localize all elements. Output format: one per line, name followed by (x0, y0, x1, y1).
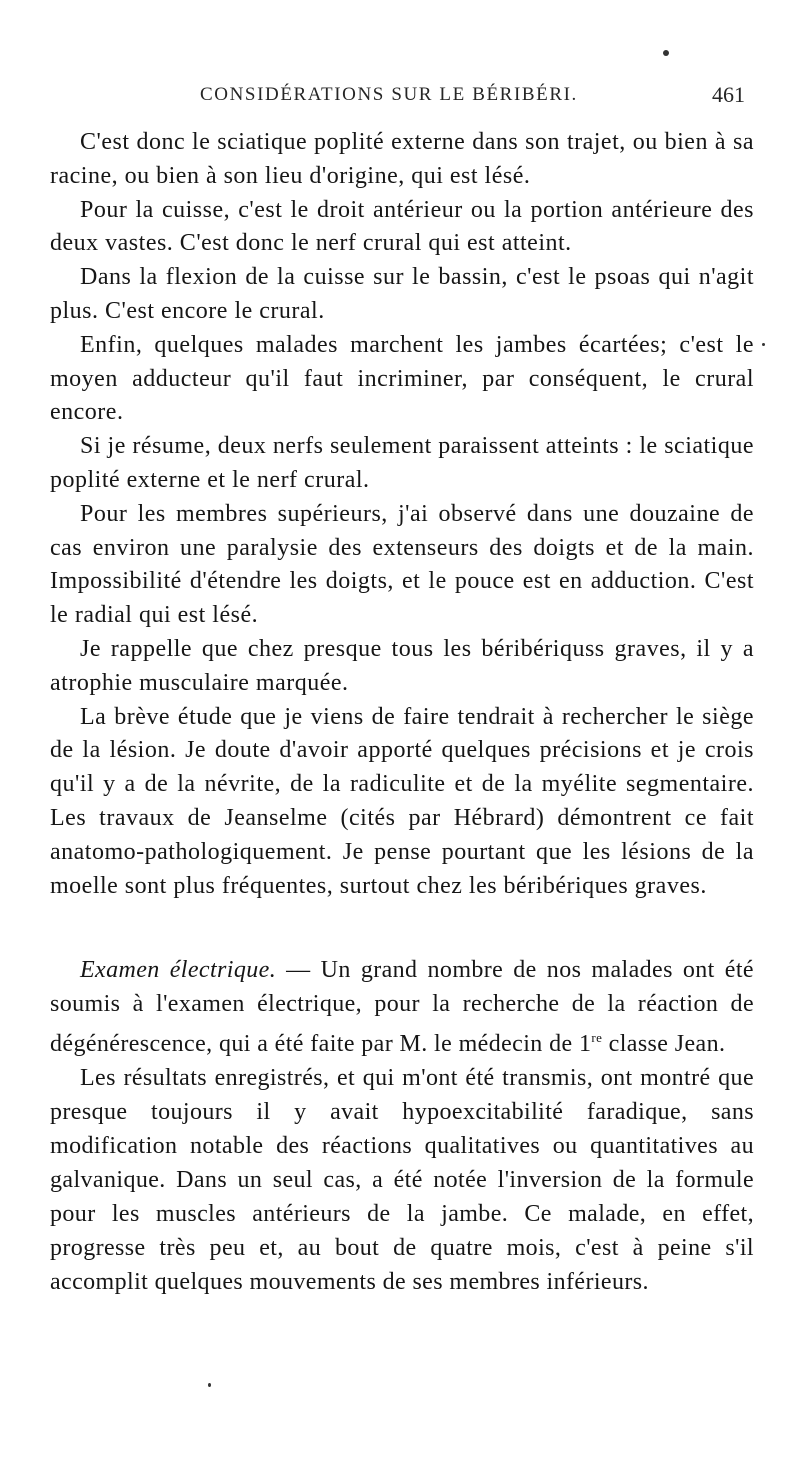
page-header (0, 80, 800, 112)
paragraph: Pour la cuisse, c'est le droit antérieur ou la portion antérieure des deux vastes. C'est donc le nerf crural qui est atteint. (50, 196, 754, 257)
print-speck (663, 50, 669, 56)
page-number: 461 (712, 82, 745, 107)
section-heading: Examen électrique. (80, 957, 277, 983)
rank-number: 1 (578, 1031, 592, 1057)
paragraph: Si je résume, deux nerfs seulement paraissent atteints : le sciatique poplité externe et le nerf crural. (50, 433, 754, 493)
paragraph: Enfin, quelques malades marchent les jambes écartées; c'est le moyen adducteur qu'il faut incriminer, par conséquent, le crural encore. (50, 331, 754, 426)
heading-dash: — (276, 957, 321, 983)
print-speck (762, 343, 765, 346)
main-text (50, 126, 754, 903)
electrical-exam-section (50, 953, 754, 1299)
section-intro-text: Un grand nombre de nos malades ont été soumis à l'examen électrique, pour la recherche de la réaction de dégénérescence, qui a été faite par M. le médecin de (50, 957, 754, 1057)
paragraph: La brève étude que je viens de faire tendrait à rechercher le siège de la lésion. Je doute d'avoir apporté quelques précisions et je crois qu'il y a de la névrite, de la radiculite et de la myélite segmentaire. Les travaux de Jeanselme (cités par Hébrard) démontrent ce fait anatomo-pathologiquement. Je pense pourtant que les lésions de la moelle sont plus fréquentes, surtout chez les béribériques graves. (50, 703, 754, 899)
section-intro-paragraph (50, 953, 754, 1061)
paragraph: Pour les membres supérieurs, j'ai observé dans une douzaine de cas environ une paralysie des extenseurs des doigts et de la main. Impossibilité d'étendre les doigts, et le pouce est en adduction. C'est le radial qui est lésé. (50, 500, 754, 629)
rank-rest: classe Jean. (602, 1031, 726, 1057)
paragraph: Je rappelle que chez presque tous les béribériquss graves, il y a atrophie musculaire marquée. (50, 635, 754, 696)
section-results-paragraph: Les résultats enregistrés, et qui m'ont été transmis, ont montré que presque toujours il y avait hypoexcitabilité faradique, sans modification notable des réactions qualitatives ou quantitatives au galvanique. Dans un seul cas, a été notée l'inversion de la formule pour les muscles antérieurs de la jambe. Ce malade, en effet, progresse très peu et, au bout de quatre mois, c'est à peine s'il accomplit quelques mouvements de ses membres inférieurs. (50, 1065, 754, 1295)
paragraph: Dans la flexion de la cuisse sur le bassin, c'est le psoas qui n'agit plus. C'est encore le crural. (50, 264, 754, 324)
paragraph: C'est donc le sciatique poplité externe dans son trajet, ou bien à sa racine, ou bien à son lieu d'origine, qui est lésé. (50, 129, 754, 189)
running-title: CONSIDÉRATIONS SUR LE BÉRIBÉRI. (200, 84, 578, 105)
print-speck (208, 1383, 211, 1387)
rank-suffix: re (591, 1030, 603, 1045)
